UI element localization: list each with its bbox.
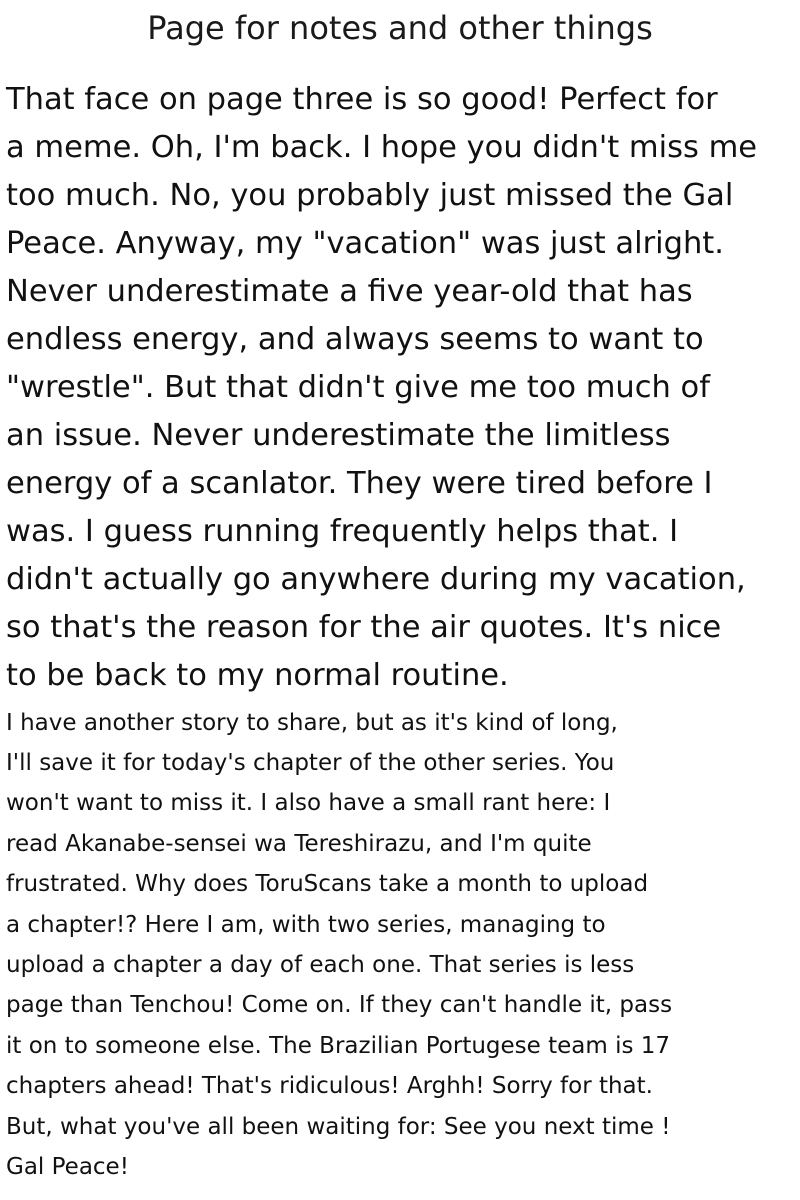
text-line: was. I guess running frequently helps that. I [6, 514, 679, 549]
text-line: upload a chapter a day of each one. That series is less [6, 952, 635, 978]
text-line: read Akanabe-sensei wa Tereshirazu, and I'm quite [6, 831, 592, 857]
text-line: page than Tenchou! Come on. If they can't handle it, pass [6, 992, 673, 1018]
text-line: "wrestle". But that didn't give me too much of [6, 370, 710, 405]
text-line: Never underestimate a five year-old that has [6, 274, 693, 309]
text-line: chapters ahead! That's ridiculous! Arghh! Sorry for that. [6, 1073, 653, 1099]
text-line: won't want to miss it. I also have a small rant here: I [6, 790, 611, 816]
text-line: I have another story to share, but as it's kind of long, [6, 710, 618, 736]
text-line: endless energy, and always seems to want to [6, 322, 704, 357]
text-line: to be back to my normal routine. [6, 658, 509, 693]
text-line: didn't actually go anywhere during my vacation, [6, 562, 746, 597]
text-line: so that's the reason for the air quotes. It's nice [6, 610, 722, 645]
text-line: it on to someone else. The Brazilian Portugese team is 17 [6, 1033, 671, 1059]
page-title: Page for notes and other things [147, 9, 653, 47]
text-line: That face on page three is so good! Perfect for [6, 82, 718, 117]
text-line: a meme. Oh, I'm back. I hope you didn't miss me [6, 130, 758, 165]
text-line: an issue. Never underestimate the limitless [6, 418, 671, 453]
text-line: frustrated. Why does ToruScans take a month to upload [6, 871, 649, 897]
text-line: a chapter!? Here I am, with two series, managing to [6, 912, 606, 938]
text-line: energy of a scanlator. They were tired before I [6, 466, 713, 501]
text-line: Gal Peace! [6, 1154, 129, 1180]
text-line: I'll save it for today's chapter of the other series. You [6, 750, 615, 776]
text-line: Peace. Anyway, my "vacation" was just alright. [6, 226, 724, 261]
text-line: But, what you've all been waiting for: See you next time ! [6, 1114, 671, 1140]
text-line: too much. No, you probably just missed the Gal [6, 178, 734, 213]
